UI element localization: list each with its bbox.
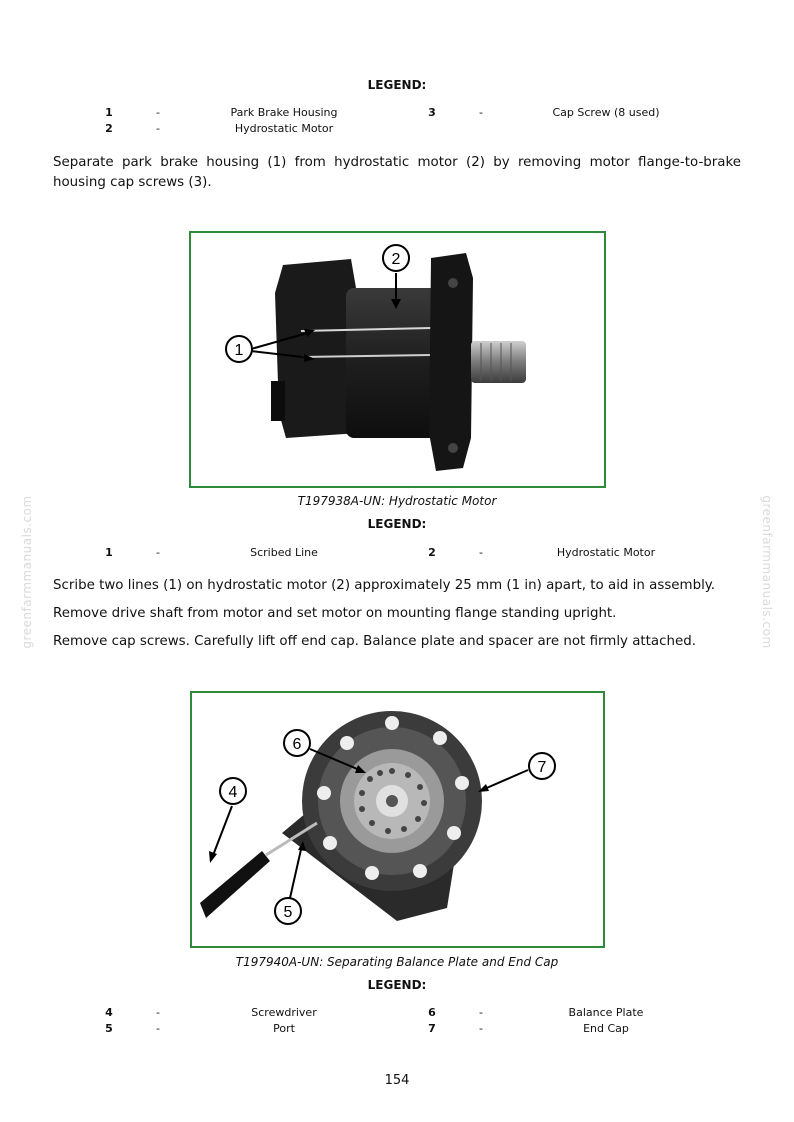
callout-2: 2 [391,251,401,268]
end-cap-photo [192,693,603,946]
legend-dash: - [156,122,160,135]
legend-title: LEGEND: [367,517,427,531]
motor-photo [191,233,604,486]
legend-label: Hydrostatic Motor [556,546,656,559]
legend-row [0,1022,794,1038]
legend-dash: - [479,546,483,559]
legend-label: Screwdriver [251,1006,317,1019]
legend-number: 3 [428,106,436,119]
legend-number: 2 [428,546,436,559]
legend-label: Hydrostatic Motor [234,122,334,135]
legend-dash: - [156,106,160,119]
legend-label: End Cap [583,1022,629,1035]
legend-number: 1 [105,546,113,559]
legend-number: 6 [428,1006,436,1019]
legend-title: LEGEND: [367,78,427,92]
callout-6: 6 [292,736,302,753]
legend-dash: - [479,1022,483,1035]
legend-row [0,106,794,122]
watermark-left: greenfarmmanuals.com [20,495,34,649]
legend-dash: - [156,546,160,559]
callout-4: 4 [228,784,238,801]
instruction-paragraph: Remove drive shaft from motor and set motor on mounting flange standing upright. [53,606,617,621]
legend-dash: - [156,1006,160,1019]
figure-caption: T197940A-UN: Separating Balance Plate and End Cap [235,955,559,969]
instruction-paragraph: Remove cap screws. Carefully lift off end cap. Balance plate and spacer are not firmly attached. [53,634,696,649]
legend-label: Scribed Line [250,546,318,559]
figure-hydrostatic-motor [189,231,606,488]
legend-number: 5 [105,1022,113,1035]
callout-7: 7 [537,759,547,776]
page-number: 154 [384,1073,410,1088]
legend-label: Cap Screw (8 used) [552,106,660,119]
legend-number: 4 [105,1006,113,1019]
legend-number: 7 [428,1022,436,1035]
callout-1: 1 [234,342,244,359]
callout-5: 5 [283,904,293,921]
legend-dash: - [479,1006,483,1019]
figure-caption: T197938A-UN: Hydrostatic Motor [297,494,497,508]
instruction-paragraph: Scribe two lines (1) on hydrostatic motor (2) approximately 25 mm (1 in) apart, to aid in assembly. [53,578,716,593]
legend-label: Park Brake Housing [230,106,338,119]
watermark-right: greenfarmmanuals.com [760,495,774,649]
legend-dash: - [156,1022,160,1035]
instruction-paragraph: Separate park brake housing (1) from hydrostatic motor (2) by removing motor flange-to-brake housing cap screws (3). [53,155,741,190]
figure-balance-plate-end-cap [190,691,605,948]
legend-title: LEGEND: [367,978,427,992]
legend-number: 2 [105,122,113,135]
legend-label: Port [273,1022,295,1035]
legend-label: Balance Plate [568,1006,644,1019]
legend-dash: - [479,106,483,119]
legend-row [0,122,794,138]
legend-row [0,546,794,562]
legend-row [0,1006,794,1022]
legend-number: 1 [105,106,113,119]
